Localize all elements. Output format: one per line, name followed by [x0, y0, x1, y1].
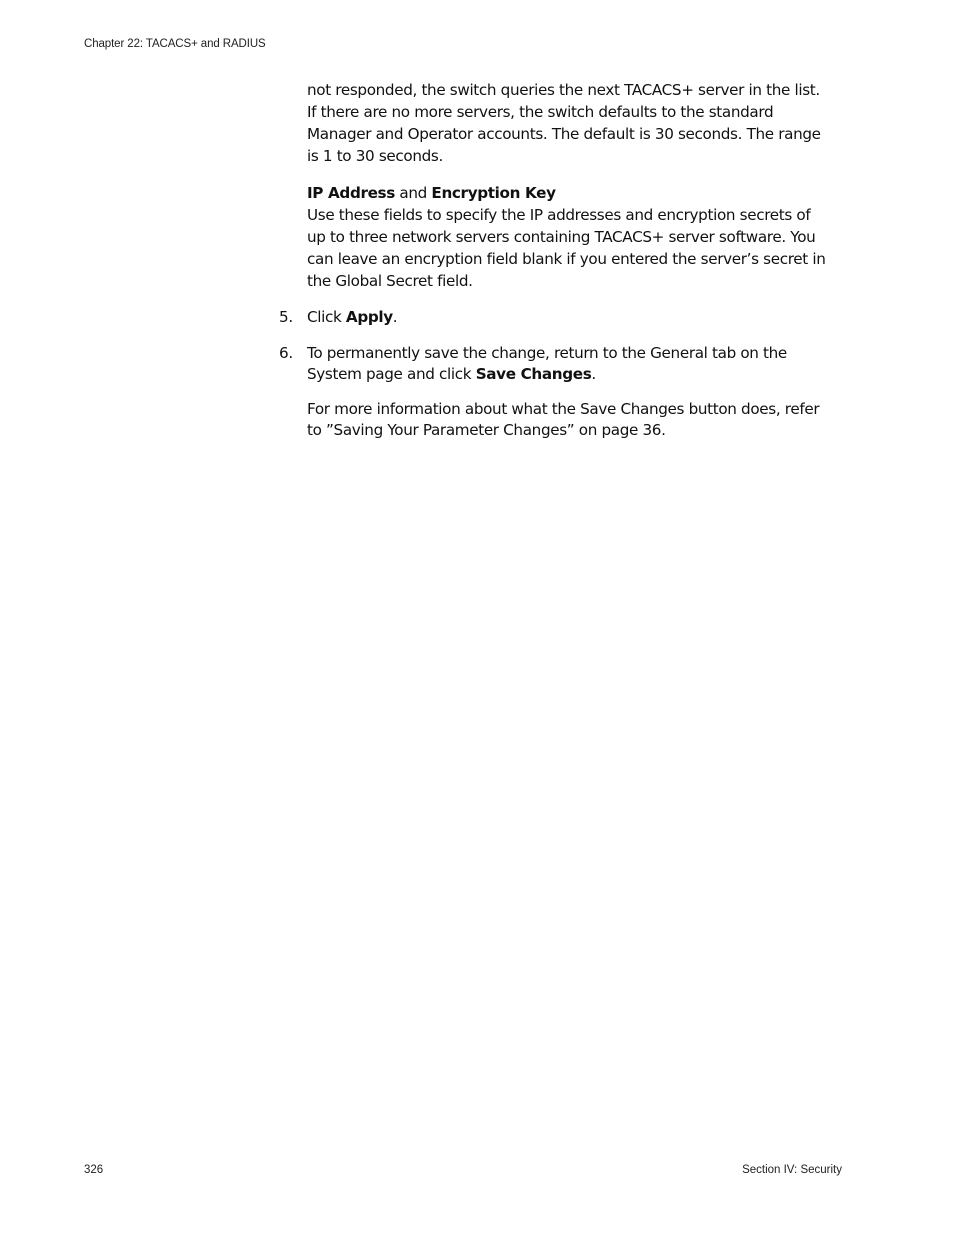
paragraph-text: not responded, the switch queries the next TACACS+ server in the list. If there are no more servers, the switch defaults to the standard Manager and Operator accounts. The default is 30 seconds. The range is 1 to 30 seconds. [307, 81, 821, 165]
more-info-paragraph [307, 399, 827, 441]
step-text-prefix: Click [307, 308, 346, 326]
step-text-suffix: . [392, 308, 398, 326]
field-heading [307, 182, 827, 204]
section-footer: Section IV: Security [742, 1164, 842, 1176]
step-text-suffix: . [591, 365, 596, 383]
more-info-text: For more information about what the Save Changes button does, refer to ”Saving Your Parameter Changes” on page 36. [307, 400, 820, 439]
running-head: Chapter 22: TACACS+ and RADIUS [84, 38, 266, 50]
step-text [307, 307, 827, 328]
step-number: 6. [279, 344, 293, 362]
body-paragraph [307, 79, 827, 167]
field-description-block [307, 182, 827, 292]
step-bold-save-changes: Save Changes [475, 365, 592, 383]
page-number: 326 [84, 1164, 104, 1176]
field-heading-ip-address: IP Address [307, 184, 395, 202]
field-heading-encryption-key: Encryption Key [431, 184, 556, 202]
step-text [307, 343, 827, 385]
field-description: Use these fields to specify the IP addresses and encryption secrets of up to three network servers containing TACACS+ server software. You can leave an encryption field blank if you entered the server’s secret in the Global Secret field. [307, 206, 826, 290]
step-bold-apply: Apply [345, 308, 393, 326]
field-heading-connector: and [394, 184, 432, 202]
step-text-prefix: To permanently save the change, return to the General tab on the System page and click [307, 344, 787, 383]
step-number: 5. [279, 308, 293, 326]
